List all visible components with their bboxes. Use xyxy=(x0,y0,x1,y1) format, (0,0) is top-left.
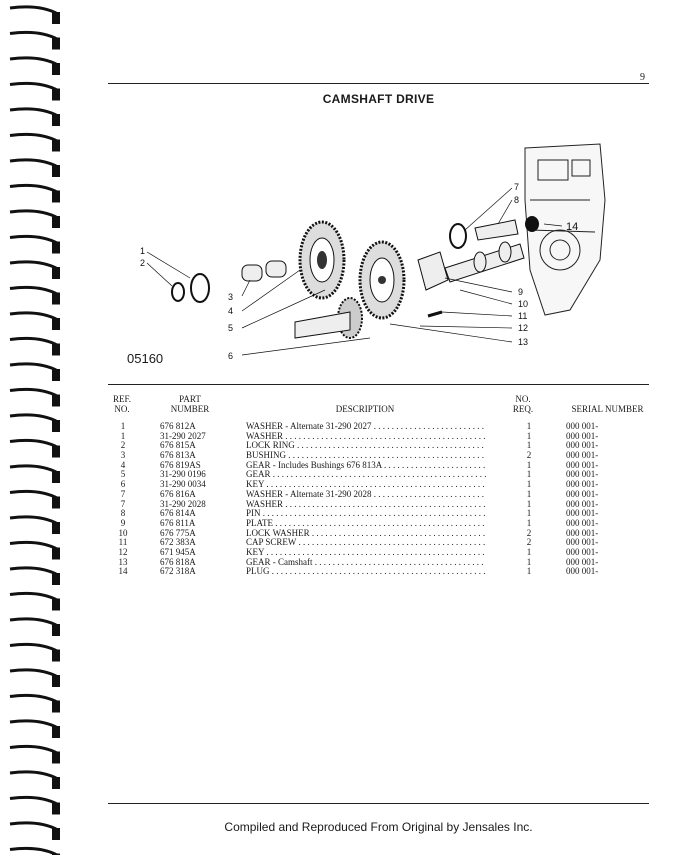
callout-11: 11 xyxy=(518,311,528,321)
footer-rule xyxy=(108,803,649,804)
callout-12: 12 xyxy=(518,323,529,333)
part-number-cell: 31-290 2027 xyxy=(160,430,206,441)
serial-cell: 000 001- xyxy=(566,537,599,548)
quantity-cell: 1 xyxy=(526,421,532,431)
ref-cell: 8 xyxy=(120,508,126,519)
washer-part xyxy=(191,274,209,302)
serial-cell: 000 001- xyxy=(566,430,599,441)
serial-cell: 000 001- xyxy=(566,450,599,461)
header-desc: DESCRIPTION xyxy=(335,404,395,414)
ref-cell: 1 xyxy=(120,421,126,431)
description-cell: WASHER . . . xyxy=(246,432,486,442)
idler-gear xyxy=(300,222,344,298)
callout-1: 1 xyxy=(140,246,146,256)
camshaft-exploded-diagram xyxy=(100,140,660,380)
description-cell: WASHER . . . xyxy=(246,500,486,510)
ref-cell: 10 xyxy=(118,527,128,538)
serial-cell: 000 001- xyxy=(566,527,599,538)
serial-cell: 000 001- xyxy=(566,517,599,528)
header-req: NO. REQ. xyxy=(512,394,534,414)
quantity-cell: 1 xyxy=(526,546,532,557)
ref-cell: 3 xyxy=(120,450,126,461)
callout-4: 4 xyxy=(228,306,234,316)
ref-cell: 7 xyxy=(120,488,126,499)
page-number: 9 xyxy=(640,72,645,83)
quantity-cell: 1 xyxy=(526,517,532,528)
ref-cell: 12 xyxy=(118,546,128,557)
part-number-cell: 676 816A xyxy=(160,488,196,499)
part-number-cell: 31-290 0196 xyxy=(160,469,206,480)
quantity-cell: 1 xyxy=(526,469,532,480)
header-serial: SERIAL NUMBER xyxy=(571,404,644,414)
callout-7: 7 xyxy=(514,182,520,192)
part-number-cell: 676 813A xyxy=(160,450,196,461)
header-rule xyxy=(108,83,649,84)
table-row xyxy=(108,567,653,577)
ref-cell: 7 xyxy=(120,498,126,509)
description-cell: GEAR . . . xyxy=(246,470,486,480)
quantity-cell: 2 xyxy=(526,527,532,538)
ref-cell: 5 xyxy=(120,469,126,480)
spiral-binding xyxy=(0,0,76,855)
part-number-cell: 676 815A xyxy=(160,440,196,451)
part-number-cell: 676 812A xyxy=(160,421,196,431)
callout-10: 10 xyxy=(518,299,529,309)
part-number-cell: 676 818A xyxy=(160,556,196,567)
description-cell: WASHER - Alternate 31-290 2027 . . . xyxy=(246,422,486,432)
description-cell: KEY . . . xyxy=(246,548,486,558)
serial-cell: 000 001- xyxy=(566,556,599,567)
lock-ring-part xyxy=(172,283,184,301)
serial-cell: 000 001- xyxy=(566,440,599,451)
serial-cell: 000 001- xyxy=(566,421,599,431)
plug-part xyxy=(525,216,539,232)
part-number-cell: 676 811A xyxy=(160,517,196,528)
figure-id: 05160 xyxy=(127,351,164,366)
callout-3: 3 xyxy=(228,292,234,302)
quantity-cell: 1 xyxy=(526,440,532,451)
part-number-cell: 31-290 2028 xyxy=(160,498,206,509)
description-cell: GEAR - Includes Bushings 676 813A . . . xyxy=(246,461,486,471)
ref-cell: 6 xyxy=(120,479,126,490)
part-number-cell: 676 819AS xyxy=(160,459,201,470)
header-part: PART NUMBER xyxy=(170,394,210,414)
description-cell: PLUG . . . xyxy=(246,567,486,577)
ref-cell: 11 xyxy=(118,537,128,548)
callout-6: 6 xyxy=(228,351,234,361)
serial-cell: 000 001- xyxy=(566,498,599,509)
serial-cell: 000 001- xyxy=(566,459,599,470)
callout-2: 2 xyxy=(140,258,146,268)
page-title: CAMSHAFT DRIVE xyxy=(322,92,435,106)
ref-cell: 14 xyxy=(118,566,128,577)
description-cell: WASHER - Alternate 31-290 2028 . . . xyxy=(246,490,486,500)
serial-cell: 000 001- xyxy=(566,566,599,577)
callout-9: 9 xyxy=(518,287,524,297)
ref-cell: 4 xyxy=(120,459,126,470)
description-cell: PIN . . . xyxy=(246,509,486,519)
quantity-cell: 1 xyxy=(526,479,532,490)
part-number-cell: 672 318A xyxy=(160,566,196,577)
quantity-cell: 1 xyxy=(526,508,532,519)
part-number-cell: 676 775A xyxy=(160,527,196,538)
description-cell: LOCK RING . . . xyxy=(246,441,486,451)
description-cell: GEAR - Camshaft . . . xyxy=(246,558,486,568)
bushing-parts xyxy=(242,261,286,281)
serial-cell: 000 001- xyxy=(566,508,599,519)
quantity-cell: 1 xyxy=(526,566,532,577)
parts-list xyxy=(108,422,653,577)
quantity-cell: 1 xyxy=(526,488,532,499)
header-ref: REF. NO. xyxy=(112,394,132,414)
quantity-cell: 1 xyxy=(526,459,532,470)
ref-cell: 2 xyxy=(120,440,126,451)
footer-credit: Compiled and Reproduced From Original by Jensales Inc. xyxy=(224,820,533,834)
ref-cell: 1 xyxy=(120,430,126,441)
part-number-cell: 671 945A xyxy=(160,546,196,557)
description-cell: BUSHING . . . xyxy=(246,451,486,461)
quantity-cell: 1 xyxy=(526,556,532,567)
ref-cell: 9 xyxy=(120,517,126,528)
serial-cell: 000 001- xyxy=(566,469,599,480)
part-number-cell: 676 814A xyxy=(160,508,196,519)
description-cell: KEY . . . xyxy=(246,480,486,490)
table-rule xyxy=(108,384,649,385)
quantity-cell: 2 xyxy=(526,537,532,548)
callout-13: 13 xyxy=(518,337,529,347)
quantity-cell: 1 xyxy=(526,430,532,441)
quantity-cell: 2 xyxy=(526,450,532,461)
quantity-cell: 1 xyxy=(526,498,532,509)
description-cell: PLATE . . . xyxy=(246,519,486,529)
plate-part xyxy=(418,252,448,290)
callout-8: 8 xyxy=(514,195,520,205)
serial-cell: 000 001- xyxy=(566,488,599,499)
ref-cell: 13 xyxy=(118,556,128,567)
callout-5: 5 xyxy=(228,323,234,333)
description-cell: LOCK WASHER . . . xyxy=(246,529,486,539)
description-cell: CAP SCREW . . . xyxy=(246,538,486,548)
serial-cell: 000 001- xyxy=(566,546,599,557)
part-number-cell: 672 383A xyxy=(160,537,196,548)
callout-14: 14 xyxy=(566,221,579,233)
part-number-cell: 31-290 0034 xyxy=(160,479,206,490)
serial-cell: 000 001- xyxy=(566,479,599,490)
